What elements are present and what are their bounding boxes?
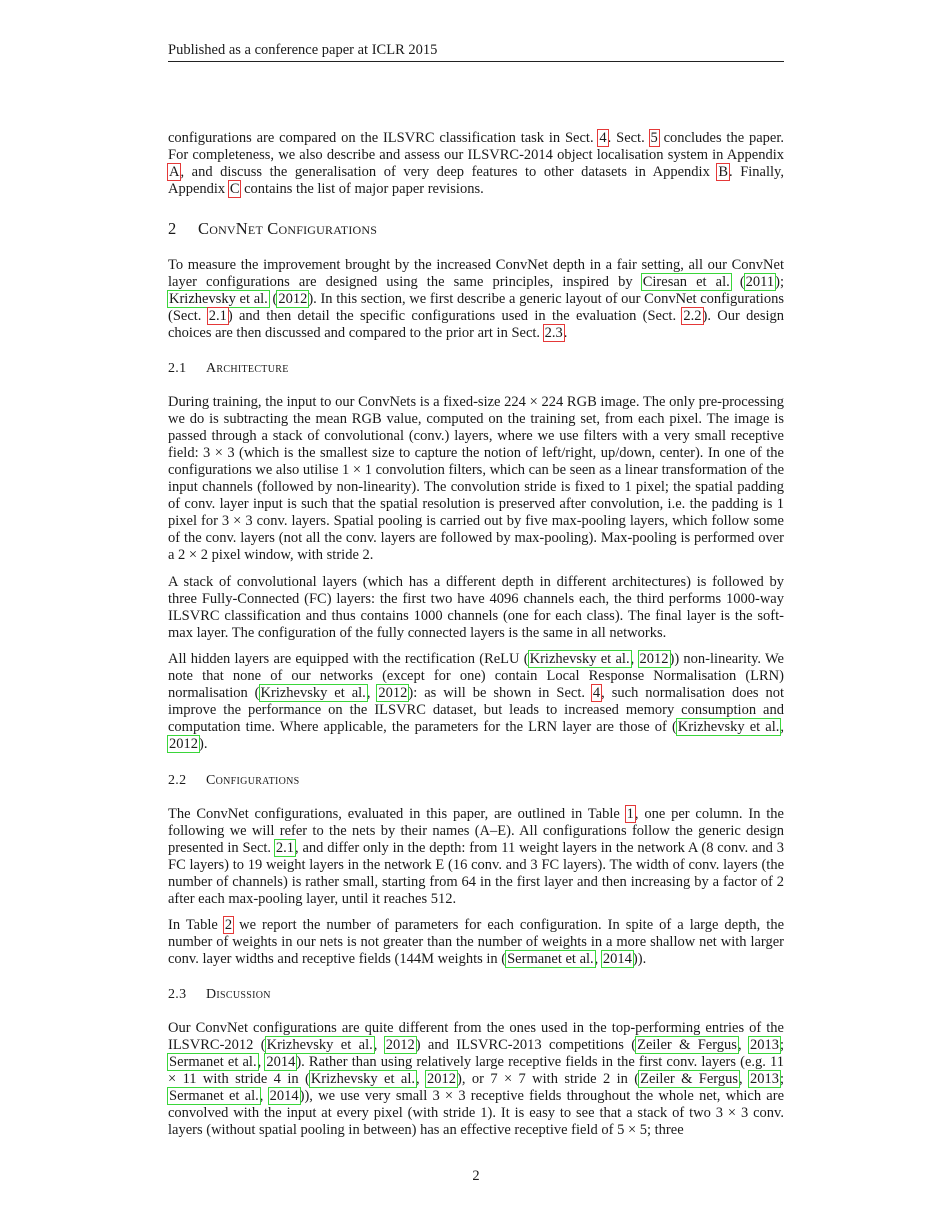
text: ; — [779, 1037, 784, 1053]
text: ). Rather than using relatively large receptive fields in the first conv. layers (e.g. 11 × 11 with stride 4 in ( — [168, 1054, 785, 1087]
text: , — [259, 1088, 269, 1104]
citation[interactable]: Krizhevsky et al. — [169, 291, 268, 307]
section-title: Configurations — [206, 773, 300, 788]
ref-sect-4[interactable]: 4 — [592, 685, 601, 701]
citation[interactable]: Sermanet et al. — [169, 1088, 259, 1104]
section-2-1-heading — [168, 360, 289, 378]
citation[interactable]: Krizhevsky et al. — [310, 1071, 416, 1087]
intro-paragraph — [168, 130, 784, 198]
ref-appendix-c[interactable]: C — [229, 181, 240, 197]
section-title: Architecture — [206, 361, 289, 376]
text: ), or 7 × 7 with stride 2 in ( — [457, 1071, 640, 1087]
section-2-2-paragraph-2 — [168, 917, 784, 968]
citation[interactable]: 2012 — [639, 651, 669, 667]
text: . Sect. — [607, 130, 650, 146]
text: configurations are compared on the ILSVRC classification task in Sect. — [168, 130, 599, 146]
citation[interactable]: Krizhevsky et al. — [266, 1037, 373, 1053]
ref-sect-2-1[interactable]: 2.1 — [275, 840, 295, 856]
ref-appendix-a[interactable]: A — [169, 164, 180, 180]
text: . Finally, Appendix — [168, 164, 784, 197]
section-2-paragraph — [168, 257, 784, 342]
text: ; — [780, 1071, 785, 1087]
citation[interactable]: 2012 — [427, 1071, 457, 1087]
section-2-3-heading — [168, 986, 271, 1004]
text: ); — [775, 274, 784, 290]
ref-table-1[interactable]: 1 — [626, 806, 634, 822]
ref-sect-2-1[interactable]: 2.1 — [208, 308, 227, 324]
section-number: 2 — [168, 219, 177, 238]
citation[interactable]: 2012 — [378, 685, 408, 701]
page-number: 2 — [472, 1168, 480, 1184]
text: During training, the input to our ConvNets is a fixed-size 224 × 224 RGB image. The only pre-processing we do is subtracting the mean RGB value, computed on the training set, from each pixel. The image is passed through a stack of convolutional (conv.) layers, where we use filters with a very small receptive field: 3 × 3 (which is the smallest size to capture the notion of left/right, up/down, center). In one of the configurations we also utilise 1 × 1 convolution filters, which can be seen as a linear transformation of the input channels (followed by non-linearity). The convolution stride is fixed to 1 pixel; the spatial padding of conv. layer input is such that the spatial resolution is preserved after convolution, i.e. the padding is 1 pixel for 3 × 3 conv. layers. Spatial pooling is carried out by five max-pooling layers, which follow some of the conv. layers (not all the conv. layers are followed by max-pooling). Max-pooling is performed over a 2 × 2 pixel window, with stride 2. — [168, 394, 784, 563]
text: contains the list of major paper revisions. — [240, 181, 484, 197]
text: ). — [199, 736, 208, 752]
text: )). — [632, 951, 647, 967]
citation[interactable]: Ciresan et al. — [642, 274, 730, 290]
section-number: 2.3 — [168, 987, 187, 1002]
text: , — [737, 1037, 749, 1053]
text: Our ConvNet configurations are quite different from the ones used in the top-performing entries of the ILSVRC-2012 ( — [168, 1020, 784, 1053]
ref-sect-2-2[interactable]: 2.2 — [683, 308, 702, 324]
section-2-3-paragraph-1 — [168, 1020, 784, 1139]
text: A stack of convolutional layers (which has a different depth in different architectures) is followed by three Fully-Connected (FC) layers: the first two have 4096 channels each, the third performs 1000-way ILSVRC classification and thus contains 1000 channels (one for each class). The final layer is the soft-max layer. The configuration of the fully connected layers is the same in all networks. — [168, 574, 784, 641]
citation[interactable]: Krizhevsky et al. — [677, 719, 780, 735]
text: ( — [730, 274, 745, 290]
running-header-text: Published as a conference paper at ICLR 2015 — [168, 42, 438, 58]
text: )) non-linearity. We note that none of our networks (except for one) contain Local Response Normalisation (LRN) normalisation ( — [168, 651, 784, 701]
section-number: 2.2 — [168, 773, 187, 788]
text: ) and ILSVRC-2013 competitions ( — [415, 1037, 637, 1053]
citation[interactable]: Zeiler & Fergus — [637, 1037, 737, 1053]
section-title: Discussion — [206, 987, 271, 1002]
citation[interactable]: 2012 — [278, 291, 308, 307]
section-2-1-paragraph-2 — [168, 574, 784, 642]
text: , such normalisation does not improve the performance on the ILSVRC dataset, but leads to increased memory consumption and computation time. Where applicable, the parameters for the LRN layer are those of ( — [168, 685, 784, 735]
ref-sect-2-3[interactable]: 2.3 — [544, 325, 563, 341]
text: ( — [268, 291, 278, 307]
citation[interactable]: Sermanet et al. — [169, 1054, 257, 1070]
section-number: 2.1 — [168, 361, 187, 376]
text: , one per column. In the following we will refer to the nets by their names (A–E). All configurations follow the generic design presented in Sect. — [168, 806, 784, 856]
text: , — [366, 685, 378, 701]
citation[interactable]: Zeiler & Fergus — [640, 1071, 738, 1087]
citation[interactable]: Sermanet et al. — [507, 951, 594, 967]
text: )), we use very small 3 × 3 receptive fields throughout the whole net, which are convolved with the input at every pixel (with stride 1). It is easy to see that a stack of two 3 × 3 conv. layers (without spatial pooling in between) has an effective receptive field of 5 × 5; three — [168, 1088, 785, 1138]
text: ). Our design choices are then discussed and compared to the prior art in Sect. — [168, 308, 784, 341]
text: ) and then detail the specific configurations used in the evaluation (Sect. — [227, 308, 683, 324]
text: ). In this section, we first describe a generic layout of our ConvNet configurations (Sect. — [168, 291, 784, 324]
text: ): as will be shown in Sect. — [408, 685, 592, 701]
citation[interactable]: 2012 — [385, 1037, 415, 1053]
text: , — [738, 1071, 749, 1087]
running-header — [168, 40, 784, 62]
citation[interactable]: 2014 — [266, 1054, 296, 1070]
citation[interactable]: 2014 — [269, 1088, 299, 1104]
ref-sect-5[interactable]: 5 — [650, 130, 658, 146]
text: To measure the improvement brought by the increased ConvNet depth in a fair setting, all our ConvNet layer configurations are designed using the same principles, inspired by — [168, 257, 784, 290]
text: , and differ only in the depth: from 11 weight layers in the network A (8 conv. and 3 FC layers) to 19 weight layers in the network E (16 conv. and 3 FC layers). The width of conv. layers (the number of channels) is rather small, starting from 64 in the first layer and then increasing by a factor of 2 after each max-pooling layer, until it reaches 512. — [168, 840, 784, 907]
text: In Table — [168, 917, 224, 933]
section-2-1-paragraph-1 — [168, 394, 784, 564]
section-2-heading — [168, 219, 377, 239]
text: . — [563, 325, 568, 341]
text: The ConvNet configurations, evaluated in this paper, are outlined in Table — [168, 806, 626, 822]
text: All hidden layers are equipped with the rectification (ReLU ( — [168, 651, 529, 667]
citation[interactable]: 2011 — [745, 274, 775, 290]
text: , — [257, 1054, 266, 1070]
citation[interactable]: 2012 — [169, 736, 198, 752]
section-title: ConvNet Configurations — [198, 219, 378, 238]
ref-appendix-b[interactable]: B — [718, 164, 729, 180]
text: , — [373, 1037, 385, 1053]
citation[interactable]: 2014 — [602, 951, 632, 967]
text: , — [780, 719, 785, 735]
section-2-1-paragraph-3 — [168, 651, 784, 753]
ref-sect-4[interactable]: 4 — [599, 130, 607, 146]
text: , — [416, 1071, 427, 1087]
text: , — [594, 951, 602, 967]
text: , — [630, 651, 639, 667]
citation[interactable]: Krizhevsky et al. — [529, 651, 630, 667]
text: , and discuss the generalisation of very deep features to other datasets in Appendix — [180, 164, 718, 180]
text: concludes the paper. For completeness, we also describe and assess our ILSVRC-2014 object localisation system in Appendix — [168, 130, 784, 163]
citation[interactable]: 2013 — [749, 1037, 779, 1053]
citation[interactable]: Krizhevsky et al. — [260, 685, 366, 701]
section-2-2-heading — [168, 772, 300, 790]
citation[interactable]: 2013 — [750, 1071, 779, 1087]
ref-table-2[interactable]: 2 — [224, 917, 233, 933]
section-2-2-paragraph-1 — [168, 806, 784, 908]
text: we report the number of parameters for each configuration. In spite of a large depth, the number of weights in our nets is not greater than the number of weights in a more shallow net with larger conv. layer widths and receptive fields (144M weights in ( — [168, 917, 784, 967]
